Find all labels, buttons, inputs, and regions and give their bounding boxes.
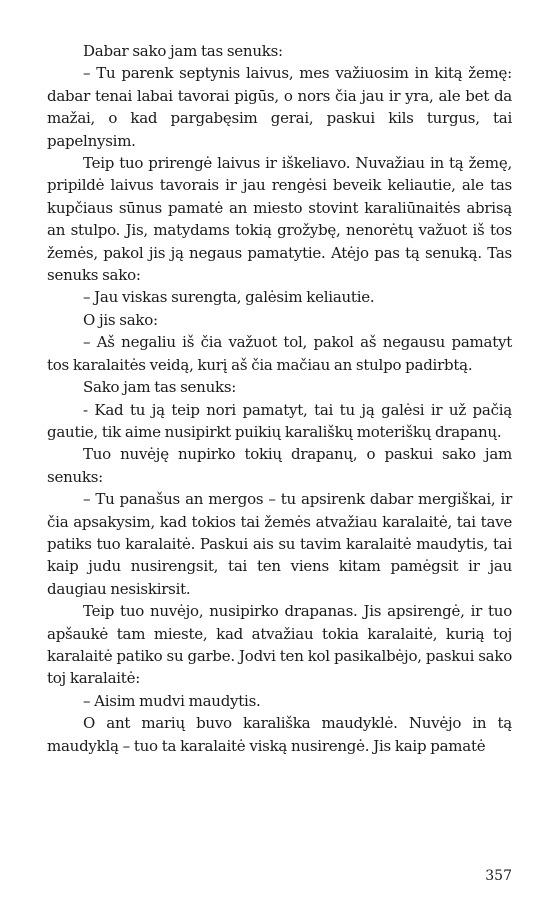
paragraph: Teip tuo prirengė laivus ir iškeliavo. Nuvažiau in tą žemę, pripildė laivus tavorais ir jau rengėsi beveik keliautie, ale tas kupčiaus sūnus pamatė an miesto stovint karaliūnaitės abrisą an stulpo. Jis, matydams tokią grožybę, nenorėtų važuot iš tos žemės, pakol jis ją negaus pamatytie. Atėjo pas tą senuką. Tas senuks sako: (47, 154, 512, 285)
paragraph: O jis sako: (83, 310, 158, 329)
paragraph: O ant marių buvo karališka maudyklė. Nuvėjo in tą maudyklą – tuo ta karalaitė viską nusirengė. Jis kaip pamatė (47, 714, 512, 755)
paragraph: - Kad tu ją teip nori pamatyt, tai tu ją galėsi ir už pačią gautie, tik aime nusipirkt puikių karališkų moteriškų drapanų. (47, 400, 512, 441)
page-body (47, 40, 512, 757)
paragraph: – Tu panašus an mergos – tu apsirenk dabar mergiškai, ir čia apsakysim, kad tokios tai žemės atvažiau karalaitė, tai tave patiks tuo karalaitė. Paskui ais su tavim karalaitė maudytis, tai kaip judu nusirengsit, tai ten viens kitam pamėgsit ir jau daugiau nesiskirsit. (47, 490, 512, 598)
paragraph: Dabar sako jam tas senuks: (83, 42, 283, 60)
paragraph: Teip tuo nuvėjo, nusipirko drapanas. Jis apsirengė, ir tuo apšaukė tam mieste, kad atvažiau tokia karalaitė, kurią toj karalaitė patiko su garbe. Jodvi ten kol pasikalbėjo, paskui sako toj karalaitė: (47, 602, 512, 688)
page-number: 357 (485, 868, 512, 884)
paragraph: Tuo nuvėję nupirko tokių drapanų, o paskui sako jam senuks: (47, 445, 512, 486)
paragraph: – Jau viskas surengta, galėsim keliautie. (83, 288, 375, 307)
paragraph: Sako jam tas senuks: (83, 378, 237, 397)
paragraph: – Tu parenk septynis laivus, mes važiuosim in kitą žemę: dabar tenai labai tavorai pigūs, o nors čia jau ir yra, ale bet da mažai, o kad pargabęsim gerai, paskui kils turgus, tai papelnysim. (47, 64, 512, 150)
paragraph: – Aisim mudvi maudytis. (83, 691, 261, 710)
paragraph: – Aš negaliu iš čia važuot tol, pakol aš negausu pamatyt tos karalaitės veidą, kurį aš čia mačiau an stulpo padirbtą. (47, 333, 512, 374)
